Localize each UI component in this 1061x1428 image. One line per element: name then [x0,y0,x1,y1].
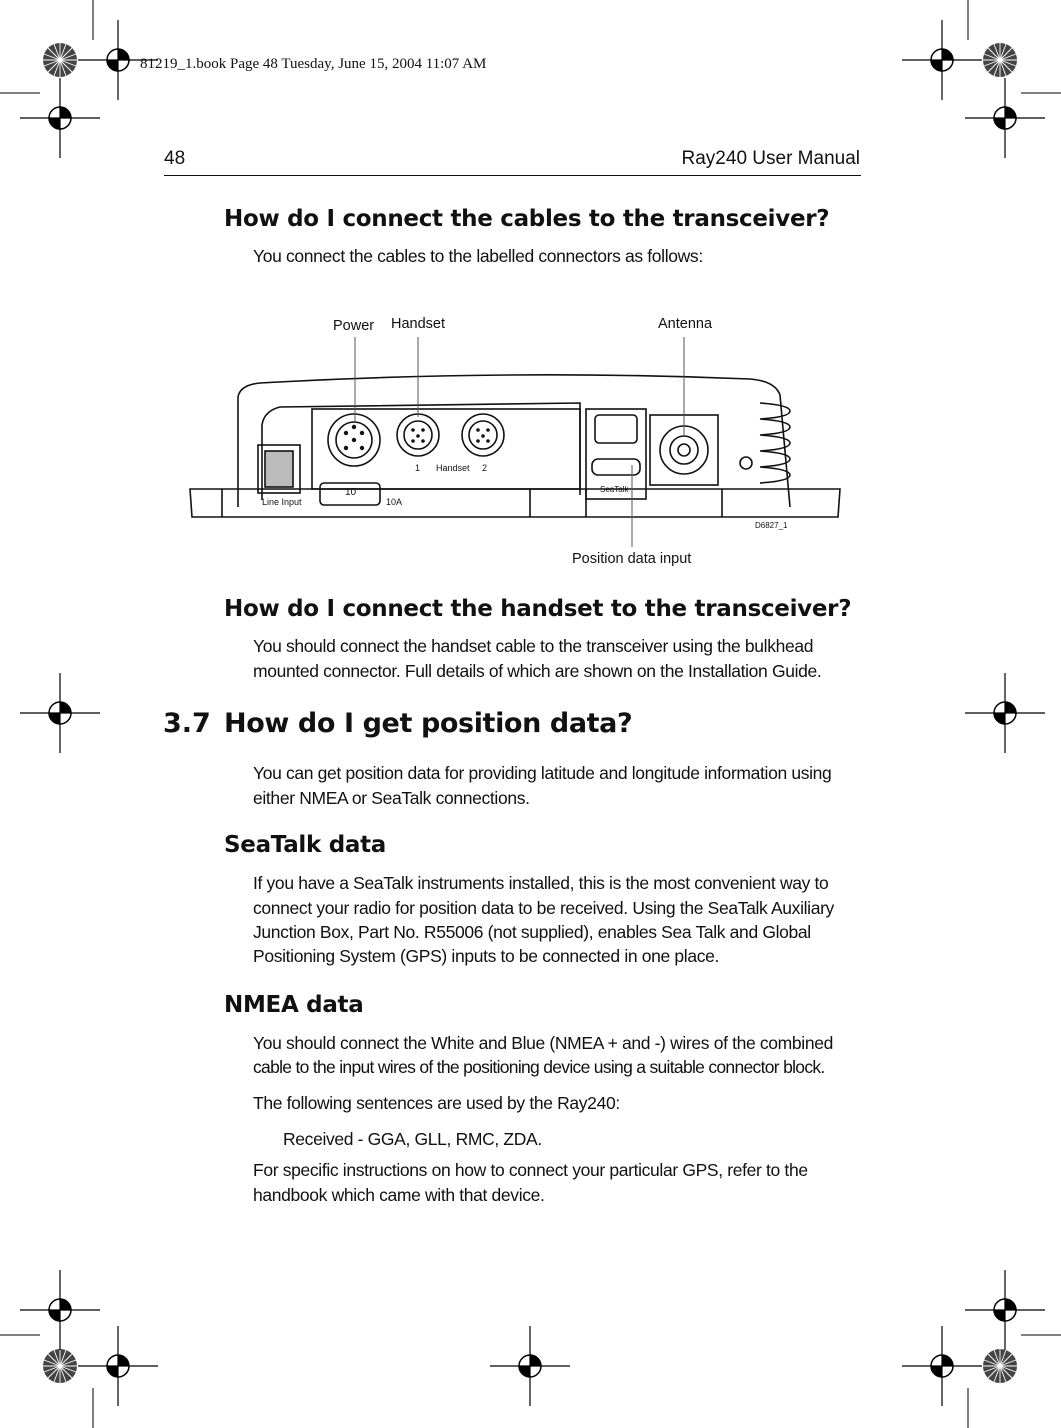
handset-body-line-2: mounted connector. Full details of which are shown on the Installation Guide. [253,661,822,681]
panel-label-handset: Handset [436,463,470,473]
cables-heading: How do I connect the cables to the transceiver? [224,206,830,232]
transceiver-illustration [150,285,880,585]
nmea-line-4: handbook which came with that device. [253,1185,545,1205]
seatalk-line-1: If you have a SeaTalk instruments installed, this is the most convenient way to [253,873,829,893]
nmea-received-sentences: Received - GGA, GLL, RMC, ZDA. [283,1129,542,1149]
position-body-line-2: either NMEA or SeaTalk connections. [253,788,530,808]
drawing-code: D6827_1 [755,521,788,530]
nmea-line-3: For specific instructions on how to connect your particular GPS, refer to the [253,1160,808,1180]
nmea-line-1: You should connect the White and Blue (NMEA + and -) wires of the combined [253,1033,833,1053]
callout-antenna: Antenna [658,316,713,332]
panel-label-fuse: 10 [345,487,357,498]
panel-label-handset-2: 2 [482,463,488,473]
panel-label-handset-1: 1 [415,463,421,473]
position-heading: How do I get position data? [224,708,633,739]
panel-label-seatalk: SeaTalk [600,485,629,494]
print-slug: 81219_1.book Page 48 Tuesday, June 15, 2004 11:07 AM [140,56,487,72]
seatalk-heading: SeaTalk data [224,832,387,858]
handset-heading: How do I connect the handset to the transceiver? [224,596,852,622]
position-body-line-1: You can get position data for providing latitude and longitude information using [253,763,832,783]
seatalk-line-3: Junction Box, Part No. R55006 (not supplied), enables Sea Talk and Global [253,922,811,942]
panel-label-line-input: Line Input [262,497,302,507]
callout-handset: Handset [391,316,446,332]
seatalk-line-4: Positioning System (GPS) inputs to be connected in one place. [253,946,720,966]
section-number: 3.7 [163,708,211,739]
running-header-title: Ray240 User Manual [681,148,860,169]
nmea-line-2: cable to the input wires of the positioning device using a suitable connector block. [253,1057,825,1077]
header-rule [164,175,861,176]
nmea-heading: NMEA data [224,992,364,1018]
nmea-sentences-intro: The following sentences are used by the Ray240: [253,1093,620,1113]
transceiver-rear-panel-figure [150,285,880,585]
page-number: 48 [164,148,186,169]
callout-position-data-input: Position data input [572,551,692,567]
seatalk-line-2: connect your radio for position data to be received. Using the SeaTalk Auxiliary [253,898,834,918]
handset-body-line-1: You should connect the handset cable to the transceiver using the bulkhead [253,636,814,656]
panel-label-fuse-rating: 10A [386,497,403,507]
cables-body: You connect the cables to the labelled connectors as follows: [253,246,703,266]
callout-power: Power [333,318,375,334]
